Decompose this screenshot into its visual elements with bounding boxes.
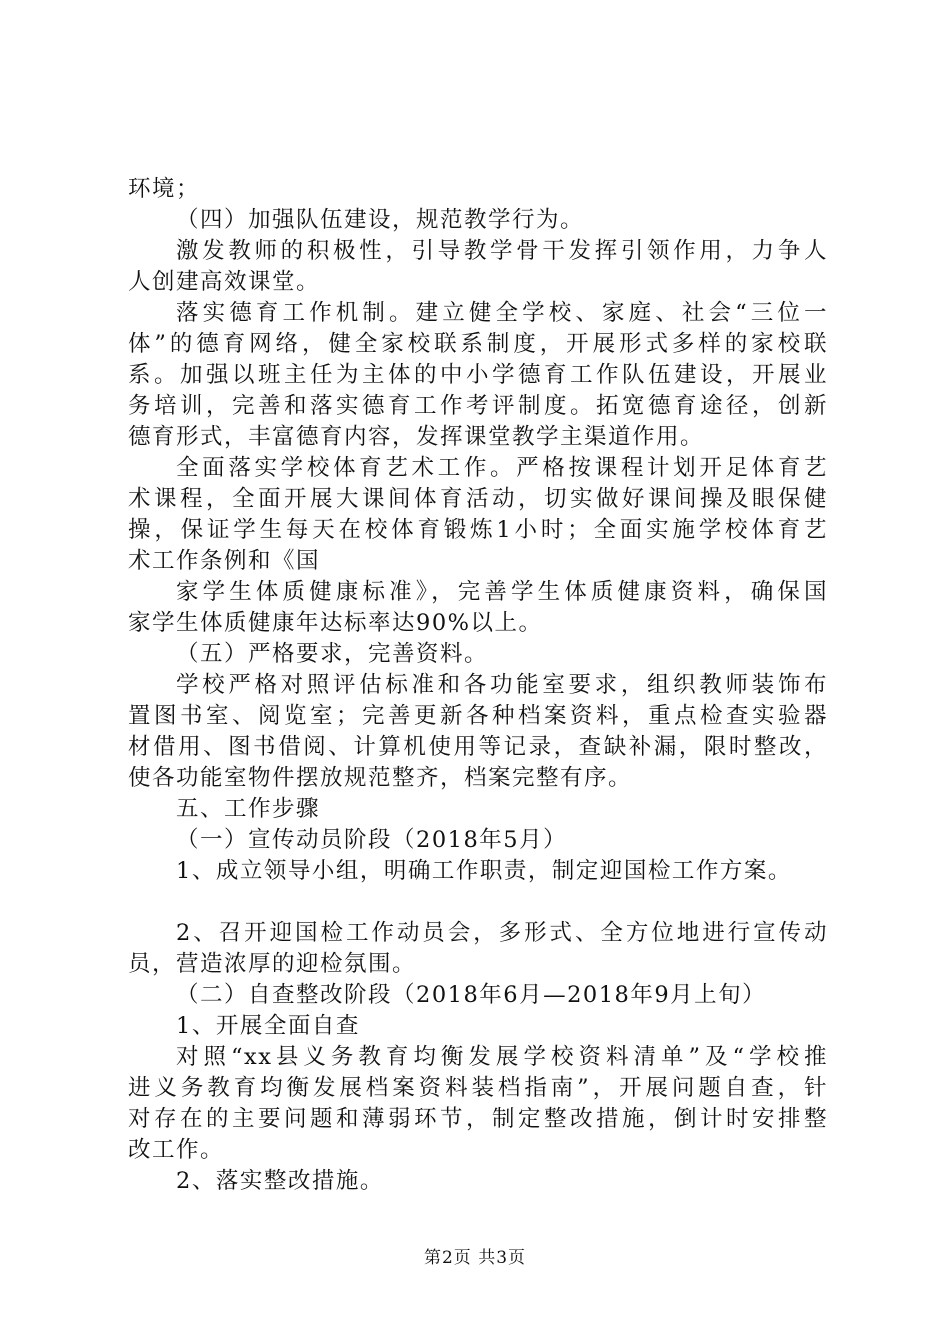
blank-line	[128, 887, 828, 918]
text-line: 全面落实学校体育艺术工作。严格按课程计划开足体育艺	[176, 455, 828, 481]
document-body	[128, 174, 828, 1197]
text-line: 学校严格对照评估标准和各功能室要求，组织教师装饰布	[176, 672, 828, 698]
text-line: 进义务教育均衡发展档案资料装档指南”，开展问题自查，针	[128, 1075, 828, 1101]
text-line: 落实德育工作机制。建立健全学校、家庭、社会“三位一	[176, 300, 828, 326]
text-line: 务培训，完善和落实德育工作考评制度。拓宽德育途径，创新	[128, 393, 828, 419]
text-line: 环境；	[128, 176, 201, 202]
text-line: 2、召开迎国检工作动员会，多形式、全方位地进行宣传动	[176, 920, 828, 946]
text-line: 激发教师的积极性，引导教学骨干发挥引领作用，力争人	[176, 238, 828, 264]
text-line: 系。加强以班主任为主体的中小学德育工作队伍建设，开展业	[128, 362, 828, 388]
text-line: 2、落实整改措施。	[176, 1168, 384, 1194]
text-line: 对照“xx县义务教育均衡发展学校资料清单”及“学校推	[176, 1044, 828, 1070]
text-line: 使各功能室物件摆放规范整齐，档案完整有序。	[128, 765, 633, 791]
text-line: 置图书室、阅览室；完善更新各种档案资料，重点检查实验器	[128, 703, 828, 729]
text-line: 对存在的主要问题和薄弱环节，制定整改措施，倒计时安排整	[128, 1106, 828, 1132]
section-heading: （四）加强队伍建设，规范教学行为。	[176, 207, 585, 233]
text-line: 德育形式，丰富德育内容，发挥课堂教学主渠道作用。	[128, 424, 705, 450]
text-line: 1、开展全面自查	[176, 1013, 360, 1039]
text-line: 家学生体质健康标准》，完善学生体质健康资料，确保国	[176, 579, 828, 605]
text-line: 改工作。	[128, 1137, 225, 1163]
text-line: 体”的德育网络，健全家校联系制度，开展形式多样的家校联	[128, 331, 828, 357]
text-line: 术工作条例和《国	[128, 548, 321, 574]
text-line: 员，营造浓厚的迎检氛围。	[128, 951, 417, 977]
page-number: 第2页 共3页	[423, 1248, 527, 1268]
text-line: 家学生体质健康年达标率达90%以上。	[128, 610, 543, 636]
section-heading: 五、工作步骤	[176, 796, 321, 822]
section-heading: （一）宣传动员阶段（2018年5月）	[176, 827, 568, 853]
text-line: 人创建高效课堂。	[128, 269, 321, 295]
section-heading: （五）严格要求，完善资料。	[176, 641, 489, 667]
section-heading: （二）自查整改阶段（2018年6月—2018年9月上旬）	[176, 982, 767, 1008]
text-line: 1、成立领导小组，明确工作职责，制定迎国检工作方案。	[176, 858, 792, 884]
text-line: 操，保证学生每天在校体育锻炼1小时；全面实施学校体育艺	[128, 517, 828, 543]
text-line: 术课程，全面开展大课间体育活动，切实做好课间操及眼保健	[128, 486, 828, 512]
text-line: 材借用、图书借阅、计算机使用等记录，查缺补漏，限时整改，	[128, 734, 828, 760]
